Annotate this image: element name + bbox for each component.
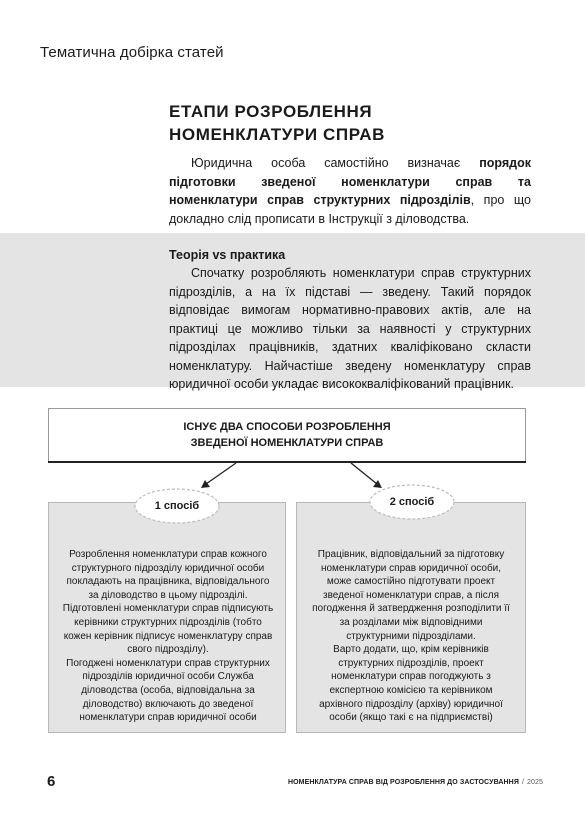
way-1-text-paragraph-1: Розроблення номенклатури справ кожного структурного підрозділу юридичної особи покладають на працівника, відповідального за діловодство в цьому підрозділі. Підготовлені номенклатури справ підписують керівники структурних підрозділів (тобто кожен керівник підписує номенклатуру справ свого підрозділу). (62, 549, 274, 656)
footer-separator: / (521, 779, 525, 786)
way-1-label-cloud (133, 486, 221, 526)
intro-bold-text: порядок підготовки зведеної номенклатури справ та номенклатури справ структурних підрозділів (169, 156, 531, 207)
way-2-text-paragraph-2: Варто додати, що, крім керівників структурних підрозділів, проект номенклатури справ погоджують з експертною комісією та керівником архівного підрозділу (архіву) юридичної особи (якщо такі є на підприємстві) (319, 644, 503, 724)
page-header-title: Тематична добірка статей (40, 44, 224, 61)
footer-year: 2025 (527, 779, 543, 786)
way-2-label-cloud (368, 482, 456, 522)
section-title-line-2: НОМЕНКЛАТУРИ СПРАВ (169, 125, 385, 144)
way-2-label: 2 спосіб (389, 496, 435, 508)
footer-title: НОМЕНКЛАТУРА СПРАВ ВІД РОЗРОБЛЕННЯ ДО ЗАСТОСУВАННЯ (287, 779, 519, 786)
page-number: 6 (47, 773, 56, 790)
arrow-left-line (206, 463, 236, 484)
way-2-text-paragraph-1: Працівник, відповідальний за підготовку номенклатури справ юридичної особи, може самостійно підготувати проект зведеної номенклатури справ, а після погодження й затвердження розподілити її за розділами між відповідними структурними підрозділами. (312, 549, 510, 642)
intro-text-end: , про що докладно слід прописати в Інструкції з діловодства. (169, 193, 531, 226)
theory-practice-text: Спочатку розробляють номенклатури справ структурних підрозділів, а на їх підставі — зведену. Такий порядок відповідає вимогам нормативно-правових актів, але на практиці це можливо тільки за наявності у структурних підрозділах працівників, здатних кваліфіковано скласти номенклатуру. Найчастіше зведену номенклатуру справ юридичної особи укладає висококваліфікований працівник. (169, 266, 531, 391)
diagram-heading-line-2: ЗВЕДЕНОЇ НОМЕНКЛАТУРИ СПРАВ (190, 437, 384, 449)
arrow-right-line (351, 463, 377, 484)
section-title-line-1: ЕТАПИ РОЗРОБЛЕННЯ (169, 102, 373, 121)
diagram-heading-line-1: ІСНУЄ ДВА СПОСОБИ РОЗРОБЛЕННЯ (183, 421, 391, 433)
footer-running-title (288, 779, 543, 786)
way-2-text (308, 548, 514, 725)
way-1-text-paragraph-2: Погоджені номенклатури справ структурних підрозділів юридичної особи Служба діловодства (особа, відповідальна за діловодство) включають до зведеної номенклатури справ юридичної особи (66, 657, 270, 724)
way-1-text (62, 548, 274, 725)
theory-practice-title: Теорія vs практика (169, 248, 286, 262)
intro-text-start: Юридична особа самостійно визначає (191, 156, 480, 170)
way-1-label: 1 спосіб (154, 500, 200, 512)
